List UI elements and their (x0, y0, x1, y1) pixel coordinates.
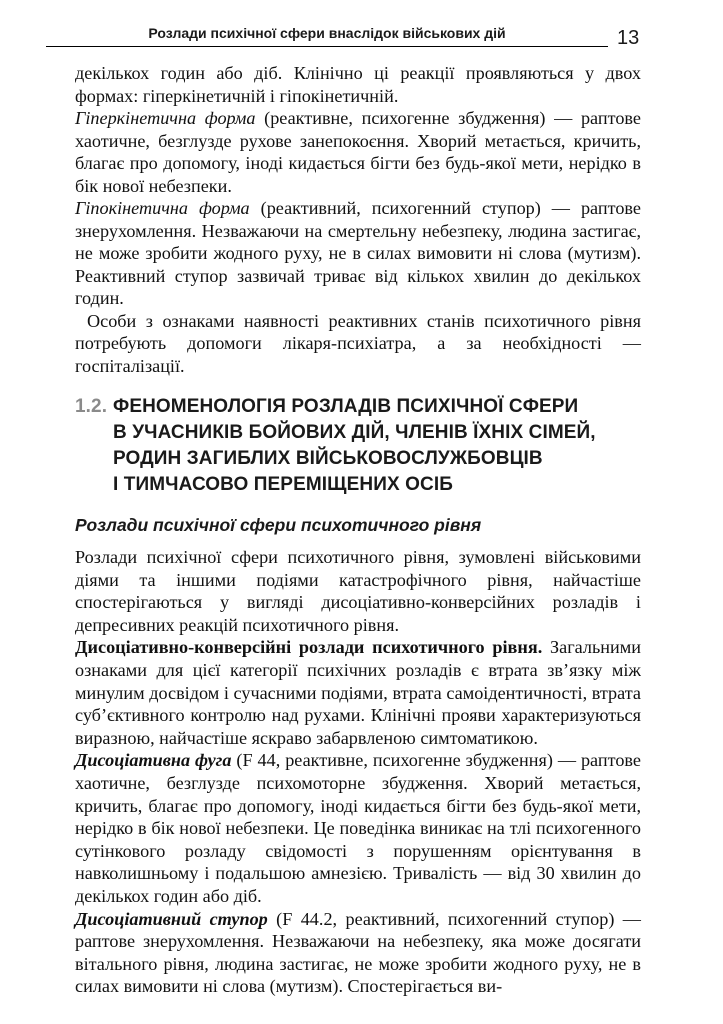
paragraph-hypokinetic-text: (реактивний, психогенний ступор) — раптове знерухомлення. Незважаючи на смертельну небезпеку, людина застигає, не може зробити жодного руху, не в силах вимовити ні слова (мутизм). Реактивний ступор зазвичай триває від кількох хвилин до декількох годин. (75, 198, 641, 308)
paragraph-fugue (75, 749, 641, 907)
running-head (46, 24, 608, 47)
paragraph-stupor (75, 908, 641, 998)
paragraph-psychiatrist: Особи з ознаками наявності реактивних станів психотичного рівня потребують допомоги лікаря-психіатра, а за необхідності — госпіталізації. (75, 310, 641, 376)
top-text-block (75, 62, 641, 377)
page-number: 13 (617, 27, 640, 49)
running-head-title: Розлади психічної сфери внаслідок військових дій (148, 25, 506, 41)
subheading: Розлади психічної сфери психотичного рівня (75, 515, 482, 535)
paragraph-intro: Розлади психічної сфери психотичного рівня, зумовлені військовими діями та іншими подіями катастрофічного рівня, найчастіше спостерігаються у вигляді дисоціативно-конверсійних розладів і депресивних реакцій психотичного рівня. (75, 547, 641, 635)
bottom-text-block (75, 546, 641, 998)
paragraph-dissociative-disorders (75, 636, 641, 749)
section-heading-line: ФЕНОМЕНОЛОГІЯ РОЗЛАДІВ ПСИХІЧНОЇ СФЕРИ (113, 396, 579, 417)
term-dissociative-disorders: Дисоціативно-конверсійні розлади психотичного рівня. (75, 637, 543, 658)
section-heading-line: РОДИН ЗАГИБЛИХ ВІЙСЬКОВОСЛУЖБОВЦІВ (113, 448, 543, 469)
term-dissociative-fugue: Дисоціативна фуга (75, 750, 232, 771)
section-heading-line: В УЧАСНИКІВ БОЙОВИХ ДІЙ, ЧЛЕНІВ ЇХНІХ СІМЕЙ, (113, 422, 596, 443)
paragraph-stupor-text: (F 44.2, реактивний, психогенний ступор) — раптове знерухомлення. Незважаючи на небезпеку, яка може досягати вітального рівня, людина застигає, не може зробити жодного руху, не в силах вимовити ні слова (мутизм). Спостерігається ви- (75, 908, 641, 997)
paragraph-hypokinetic (75, 197, 641, 310)
paragraph-dissociative-disorders-text: Загальними ознаками для цієї категорії психічних розладів є втрата зв’язку між минулим досвідом і сучасними подіями, втрата самоідентичності, втрата суб’єктивного контролю над рухами. Клінічні прояви характеризуються виразною, найчастіше яскраво забарвленою симтоматикою. (75, 637, 641, 748)
paragraph-hyperkinetic (75, 107, 641, 197)
term-hypokinetic-form: Гіпокінетична форма (75, 198, 250, 218)
term-dissociative-stupor: Дисоціативний ступор (75, 908, 268, 929)
term-hyperkinetic-form: Гіперкінетична форма (75, 108, 256, 128)
section-heading-line: І ТИМЧАСОВО ПЕРЕМІЩЕНИХ ОСІБ (113, 474, 453, 495)
paragraph-continuation: декількох годин або діб. Клінічно ці реакції проявляються у двох формах: гіперкінетичній і гіпокінетичній. (75, 63, 641, 106)
section-heading (75, 394, 641, 498)
paragraph-fugue-text: (F 44, реактивне, психогенне збудження) — раптове хаотичне, безглузде психомоторне збудження. Хворий метається, кричить, благає про допомогу, іноді кидається бігти без будь-якої мети, нерідко в бік нової небезпеки. Це поведінка виникає на тлі психогенного сутінкового розладу свідомості з порушенням орієнтування в навколишньому і подальшою амнезією. Тривалість — від 30 хвилин до декількох годин або діб. (75, 750, 641, 906)
paragraph-hyperkinetic-text: (реактивне, психогенне збудження) — раптове хаотичне, безглузде рухове занепокоєння. Хворий метається, кричить, благає про допомогу, іноді кидається бігти без будь-якої мети, нерідко в бік нової небезпеки. (75, 108, 641, 196)
section-number: 1.2. (75, 396, 108, 417)
